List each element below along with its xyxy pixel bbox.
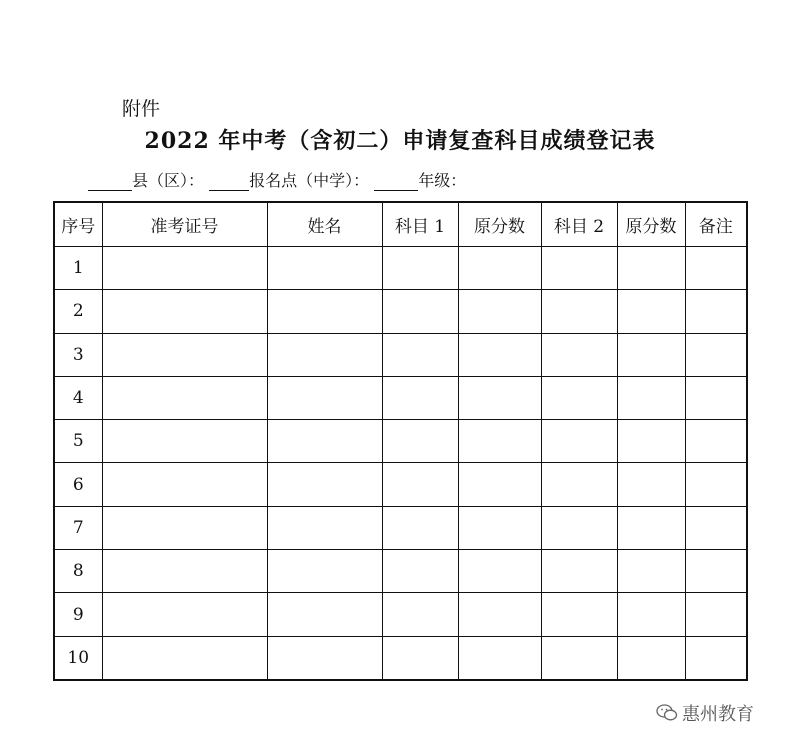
name-cell[interactable] [267, 636, 382, 680]
subject1-cell[interactable] [382, 636, 458, 680]
row-index: 2 [54, 290, 102, 333]
wechat-icon [656, 704, 678, 722]
subject2-cell[interactable] [541, 376, 617, 419]
row-index: 8 [54, 550, 102, 593]
exam-id-cell[interactable] [102, 290, 267, 333]
row-index: 1 [54, 247, 102, 290]
exam-id-cell[interactable] [102, 376, 267, 419]
subject1-cell[interactable] [382, 247, 458, 290]
exam-id-cell[interactable] [102, 506, 267, 549]
subject1-cell[interactable] [382, 593, 458, 636]
col-header-subject2: 科目 2 [541, 202, 617, 247]
row-index: 4 [54, 376, 102, 419]
col-header-name: 姓名 [267, 202, 382, 247]
subject2-cell[interactable] [541, 290, 617, 333]
grade-blank[interactable] [374, 174, 418, 191]
table-row [54, 550, 747, 593]
score1-cell[interactable] [458, 376, 541, 419]
score2-cell[interactable] [617, 420, 685, 463]
name-cell[interactable] [267, 333, 382, 376]
score2-cell[interactable] [617, 247, 685, 290]
exam-id-cell[interactable] [102, 636, 267, 680]
score1-cell[interactable] [458, 247, 541, 290]
table-row [54, 636, 747, 680]
score2-cell[interactable] [617, 290, 685, 333]
table-row [54, 463, 747, 506]
name-cell[interactable] [267, 593, 382, 636]
name-cell[interactable] [267, 463, 382, 506]
table-row [54, 333, 747, 376]
subject2-cell[interactable] [541, 506, 617, 549]
subject2-cell[interactable] [541, 463, 617, 506]
county-blank[interactable] [88, 174, 132, 191]
subject2-cell[interactable] [541, 420, 617, 463]
watermark [656, 700, 754, 726]
subject1-cell[interactable] [382, 550, 458, 593]
grade-label: 年级： [418, 171, 467, 190]
score2-cell[interactable] [617, 636, 685, 680]
remarks-cell[interactable] [685, 247, 747, 290]
score1-cell[interactable] [458, 463, 541, 506]
remarks-cell[interactable] [685, 376, 747, 419]
row-index: 10 [54, 636, 102, 680]
score1-cell[interactable] [458, 290, 541, 333]
subject1-cell[interactable] [382, 290, 458, 333]
score1-cell[interactable] [458, 550, 541, 593]
row-index: 5 [54, 420, 102, 463]
table-row [54, 247, 747, 290]
form-title: 2022 年中考（含初二）申请复查科目成绩登记表 [144, 128, 656, 154]
remarks-cell[interactable] [685, 593, 747, 636]
name-cell[interactable] [267, 376, 382, 419]
col-header-remarks: 备注 [685, 202, 747, 247]
row-index: 9 [54, 593, 102, 636]
score1-cell[interactable] [458, 506, 541, 549]
score1-cell[interactable] [458, 593, 541, 636]
score1-cell[interactable] [458, 636, 541, 680]
col-header-score2: 原分数 [617, 202, 685, 247]
subject1-cell[interactable] [382, 463, 458, 506]
subject2-cell[interactable] [541, 636, 617, 680]
subject2-cell[interactable] [541, 247, 617, 290]
score2-cell[interactable] [617, 463, 685, 506]
row-index: 6 [54, 463, 102, 506]
col-header-subject1: 科目 1 [382, 202, 458, 247]
score2-cell[interactable] [617, 593, 685, 636]
subject1-cell[interactable] [382, 333, 458, 376]
name-cell[interactable] [267, 247, 382, 290]
score2-cell[interactable] [617, 333, 685, 376]
subject2-cell[interactable] [541, 550, 617, 593]
table-row [54, 376, 747, 419]
score1-cell[interactable] [458, 333, 541, 376]
name-cell[interactable] [267, 290, 382, 333]
remarks-cell[interactable] [685, 636, 747, 680]
name-cell[interactable] [267, 506, 382, 549]
subject1-cell[interactable] [382, 506, 458, 549]
exam-id-cell[interactable] [102, 463, 267, 506]
subject1-cell[interactable] [382, 420, 458, 463]
exam-id-cell[interactable] [102, 247, 267, 290]
remarks-cell[interactable] [685, 420, 747, 463]
col-header-score1: 原分数 [458, 202, 541, 247]
subject2-cell[interactable] [541, 333, 617, 376]
exam-id-cell[interactable] [102, 420, 267, 463]
remarks-cell[interactable] [685, 550, 747, 593]
score2-cell[interactable] [617, 550, 685, 593]
venue-blank[interactable] [209, 174, 249, 191]
row-index: 3 [54, 333, 102, 376]
row-index: 7 [54, 506, 102, 549]
exam-id-cell[interactable] [102, 550, 267, 593]
col-header-exam-id: 准考证号 [102, 202, 267, 247]
subject1-cell[interactable] [382, 376, 458, 419]
remarks-cell[interactable] [685, 333, 747, 376]
name-cell[interactable] [267, 420, 382, 463]
table-row [54, 290, 747, 333]
table-row [54, 420, 747, 463]
remarks-cell[interactable] [685, 463, 747, 506]
exam-id-cell[interactable] [102, 333, 267, 376]
remarks-cell[interactable] [685, 290, 747, 333]
attachment-label: 附件 [122, 98, 161, 120]
table-row [54, 593, 747, 636]
score2-cell[interactable] [617, 376, 685, 419]
score1-cell[interactable] [458, 420, 541, 463]
registration-table [53, 201, 748, 681]
form-fields [88, 168, 466, 191]
subject2-cell[interactable] [541, 593, 617, 636]
exam-id-cell[interactable] [102, 593, 267, 636]
table-header-row [54, 202, 747, 247]
remarks-cell[interactable] [685, 506, 747, 549]
col-header-index: 序号 [54, 202, 102, 247]
table-row [54, 506, 747, 549]
watermark-text: 惠州教育 [682, 704, 754, 725]
county-label: 县（区）： [132, 171, 205, 190]
name-cell[interactable] [267, 550, 382, 593]
venue-label: 报名点（中学）： [249, 171, 370, 190]
score2-cell[interactable] [617, 506, 685, 549]
